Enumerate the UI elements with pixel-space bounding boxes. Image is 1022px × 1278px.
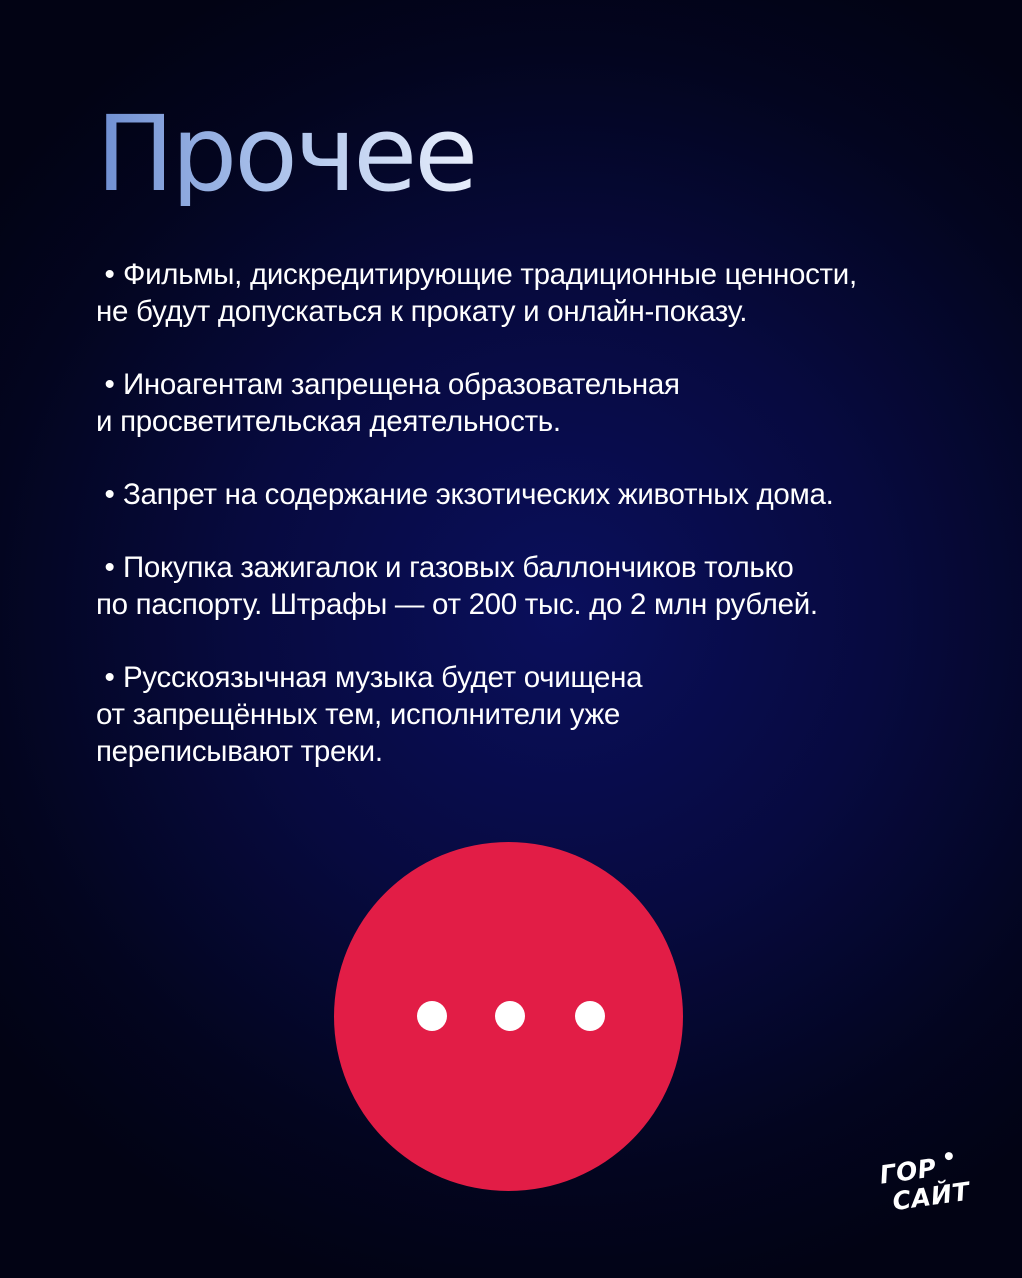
more-dots-icon bbox=[334, 842, 683, 1191]
dot-icon bbox=[575, 1001, 605, 1031]
list-item-line: от запрещённых тем, исполнители уже bbox=[96, 698, 621, 731]
logo-line-1: ГОР bbox=[877, 1153, 939, 1190]
list-item-line: • Запрет на содержание экзотических животных дома. bbox=[96, 476, 976, 513]
bullet-icon: • bbox=[104, 551, 115, 584]
logo-line-2: САЙТ bbox=[890, 1176, 972, 1217]
list-item bbox=[96, 659, 976, 770]
list-item-line: не будут допускаться к прокату и онлайн-показу. bbox=[96, 295, 748, 328]
list-item bbox=[96, 256, 976, 330]
list-item bbox=[96, 549, 976, 623]
list-item-line: переписывают треки. bbox=[96, 735, 383, 768]
list-item-line: • Русскоязычная музыка будет очищена bbox=[96, 659, 976, 696]
list-item-line: и просветительская деятельность. bbox=[96, 405, 561, 438]
list-item-line: • Фильмы, дискредитирующие традиционные ценности, bbox=[96, 256, 976, 293]
list-item-line: по паспорту. Штрафы — от 200 тыс. до 2 млн рублей. bbox=[96, 588, 818, 621]
list-item-line: • Иноагентам запрещена образовательная bbox=[96, 366, 976, 403]
list-item bbox=[96, 476, 976, 513]
bullet-list bbox=[96, 256, 976, 806]
bullet-icon: • bbox=[104, 661, 115, 694]
bullet-icon: • bbox=[104, 368, 115, 401]
brand-logo bbox=[878, 1147, 996, 1226]
bullet-icon: • bbox=[104, 258, 115, 291]
page-title: Прочее bbox=[96, 93, 476, 215]
dot-icon bbox=[417, 1001, 447, 1031]
list-item bbox=[96, 366, 976, 440]
dot-icon bbox=[495, 1001, 525, 1031]
list-item-line: • Покупка зажигалок и газовых баллончиков только bbox=[96, 549, 976, 586]
bullet-icon: • bbox=[104, 478, 115, 511]
